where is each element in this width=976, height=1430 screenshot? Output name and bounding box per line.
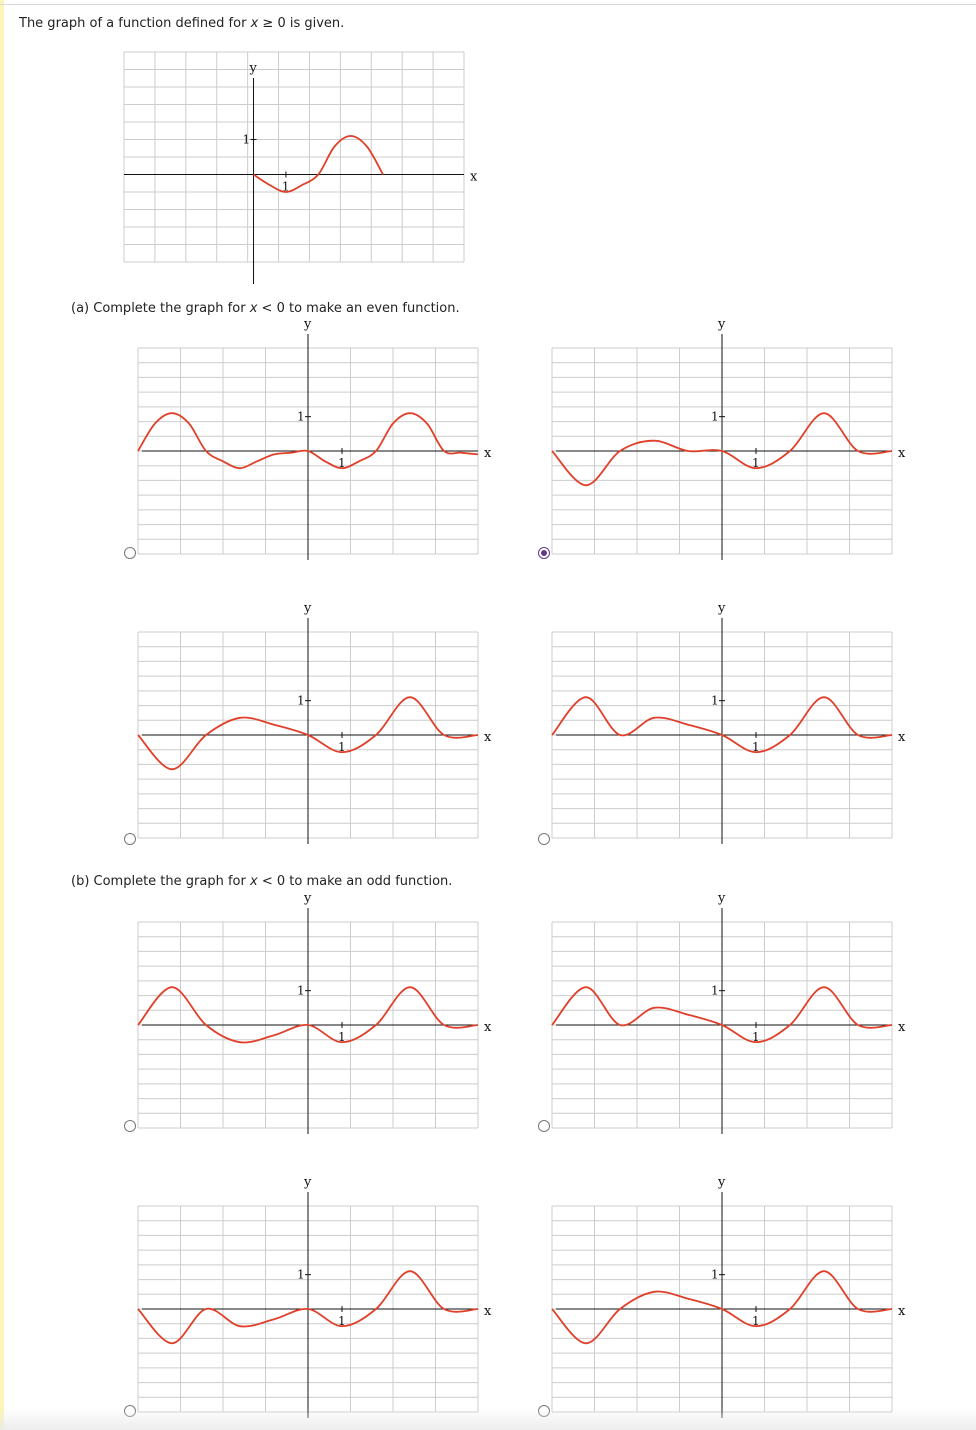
part-a-option-3-radio[interactable] [124, 833, 136, 845]
y-axis-label: y [249, 61, 257, 76]
y-tick-label-1: 1 [297, 1267, 305, 1282]
part-a-option-3-graph [138, 601, 498, 846]
x-tick-label-1: 1 [338, 740, 346, 754]
x-axis-label: x [898, 1304, 906, 1319]
y-axis-label: y [304, 317, 312, 332]
x-tick-label-1: 1 [752, 740, 760, 754]
part-a-option-4-graph [552, 601, 912, 846]
left-accent-bar [0, 0, 4, 1430]
top-divider [0, 4, 976, 5]
x-tick-label-1: 1 [752, 456, 760, 470]
y-tick-label-1: 1 [711, 409, 719, 424]
y-tick-label-1: 1 [711, 983, 719, 998]
y-tick-label-1: 1 [297, 983, 305, 998]
y-tick-label-1: 1 [242, 132, 251, 147]
x-tick-label-1: 1 [752, 1030, 760, 1044]
given-graph [124, 48, 484, 288]
x-tick-label-1: 1 [338, 456, 346, 470]
grid [124, 52, 464, 262]
y-tick-label-1: 1 [297, 693, 305, 708]
y-tick-label-1: 1 [711, 1267, 719, 1282]
x-axis-label: x [470, 169, 478, 185]
x-axis-label: x [484, 1020, 492, 1035]
function-curve [254, 136, 384, 192]
part-a-option-2-graph [552, 317, 912, 562]
part-b-option-4-graph [552, 1175, 912, 1420]
x-axis-label: x [898, 730, 906, 745]
x-axis-label: x [898, 446, 906, 461]
intro-text: The graph of a function defined for x ≥ 0 is given. [19, 16, 345, 31]
bottom-fade [0, 1408, 976, 1430]
y-axis-label: y [304, 891, 312, 906]
x-tick-label-1: 1 [752, 1314, 760, 1328]
x-axis-label: x [484, 446, 492, 461]
part-b-option-2-graph [552, 891, 912, 1136]
x-tick-label-1: 1 [281, 179, 290, 194]
part-a-option-1-radio[interactable] [124, 547, 136, 559]
part-b-option-1-graph [138, 891, 498, 1136]
y-axis-label: y [718, 891, 726, 906]
y-axis-label: y [304, 1175, 312, 1190]
y-tick-label-1: 1 [297, 409, 305, 424]
y-axis-label: y [718, 1175, 726, 1190]
y-axis-label: y [718, 601, 726, 616]
y-axis-label: y [718, 317, 726, 332]
x-tick-label-1: 1 [338, 1030, 346, 1044]
part-a-option-1-graph [138, 317, 498, 562]
part-b-option-3-graph [138, 1175, 498, 1420]
x-axis-label: x [484, 730, 492, 745]
x-axis-label: x [898, 1020, 906, 1035]
x-axis-label: x [484, 1304, 492, 1319]
x-tick-label-1: 1 [338, 1314, 346, 1328]
y-axis-label: y [304, 601, 312, 616]
part-b-heading: (b) Complete the graph for x < 0 to make an odd function. [71, 874, 453, 889]
part-b-option-2-radio[interactable] [538, 1120, 550, 1132]
part-b-option-1-radio[interactable] [124, 1120, 136, 1132]
part-a-option-2-radio[interactable] [538, 547, 550, 559]
part-a-option-4-radio[interactable] [538, 833, 550, 845]
y-tick-label-1: 1 [711, 693, 719, 708]
part-a-heading: (a) Complete the graph for x < 0 to make an even function. [71, 301, 460, 316]
